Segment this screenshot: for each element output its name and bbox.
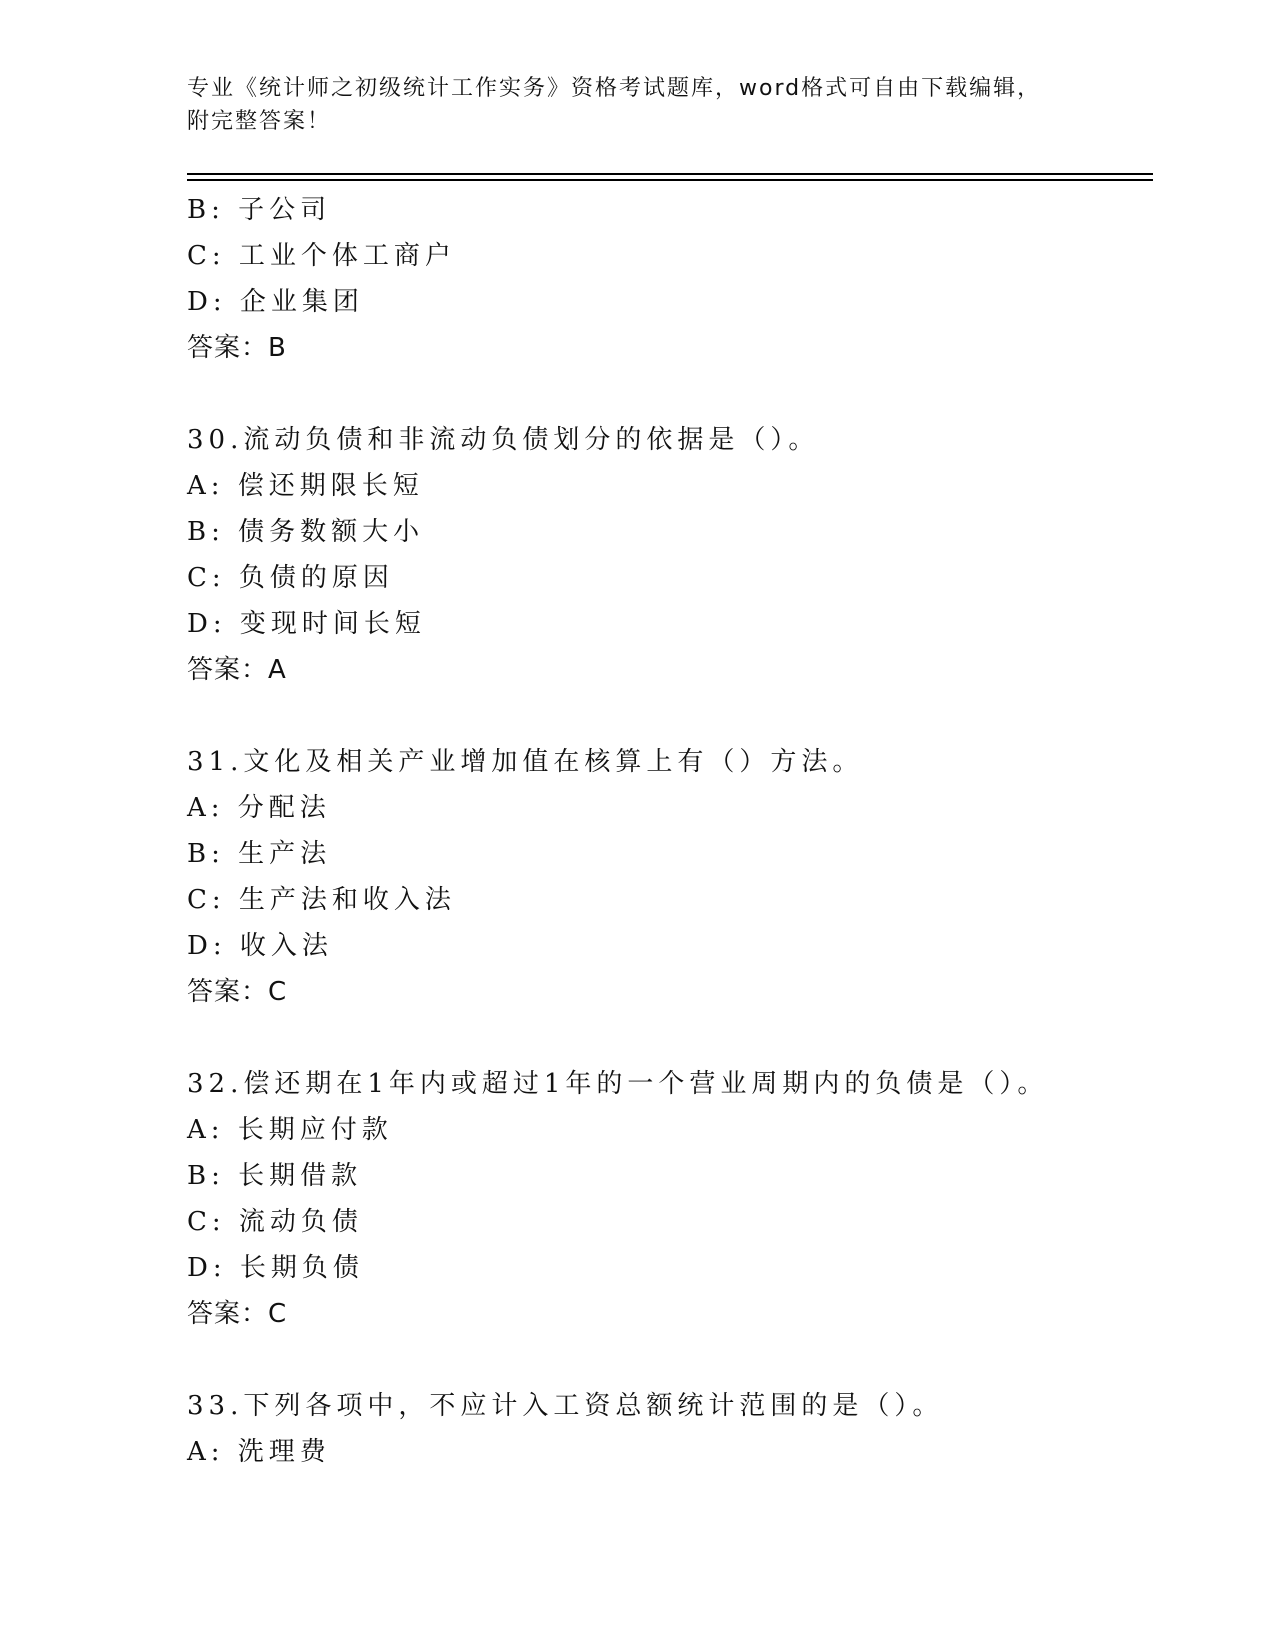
spacer (187, 371, 1153, 417)
question-33 (187, 1383, 1153, 1475)
option-b: B: 生产法 (187, 839, 332, 869)
answer: 答案：A (187, 655, 287, 685)
option-b: B: 长期借款 (187, 1161, 363, 1191)
question-list (187, 187, 1153, 1475)
question-stem: 30.流动负债和非流动负债划分的依据是（）。 (187, 425, 820, 455)
option-d: D: 收入法 (187, 931, 333, 961)
question-30 (187, 417, 1153, 693)
option-a: A: 洗理费 (187, 1437, 331, 1467)
option-c: C: 负债的原因 (187, 563, 394, 593)
option-d: D: 变现时间长短 (187, 609, 426, 639)
header-line-1: 专业《统计师之初级统计工作实务》资格考试题库，word格式可自由下载编辑， (187, 76, 1042, 101)
answer: 答案：C (187, 977, 288, 1007)
answer: 答案：B (187, 333, 287, 363)
question-32 (187, 1061, 1153, 1337)
option-c: C: 工业个体工商户 (187, 241, 456, 271)
option-b: B: 债务数额大小 (187, 517, 425, 547)
option-d: D: 企业集团 (187, 287, 364, 317)
option-b: B: 子公司 (187, 195, 332, 225)
option-c: C: 生产法和收入法 (187, 885, 456, 915)
option-a: A: 偿还期限长短 (187, 471, 424, 501)
question-stem: 32.偿还期在1年内或超过1年的一个营业周期内的负债是（）。 (187, 1069, 1049, 1099)
option-c: C: 流动负债 (187, 1207, 363, 1237)
spacer (187, 693, 1153, 739)
option-d: D: 长期负债 (187, 1253, 364, 1283)
answer: 答案：C (187, 1299, 288, 1329)
question-29-continued (187, 187, 1153, 371)
question-stem: 31.文化及相关产业增加值在核算上有（）方法。 (187, 747, 864, 777)
document-header (187, 72, 1087, 138)
header-divider-bottom (187, 179, 1153, 181)
spacer (187, 1015, 1153, 1061)
question-31 (187, 739, 1153, 1015)
header-divider-top (187, 173, 1153, 175)
spacer (187, 1337, 1153, 1383)
option-a: A: 分配法 (187, 793, 331, 823)
option-a: A: 长期应付款 (187, 1115, 393, 1145)
question-stem: 33.下列各项中，不应计入工资总额统计范围的是（）。 (187, 1391, 944, 1421)
header-line-2: 附完整答案！ (187, 109, 332, 134)
